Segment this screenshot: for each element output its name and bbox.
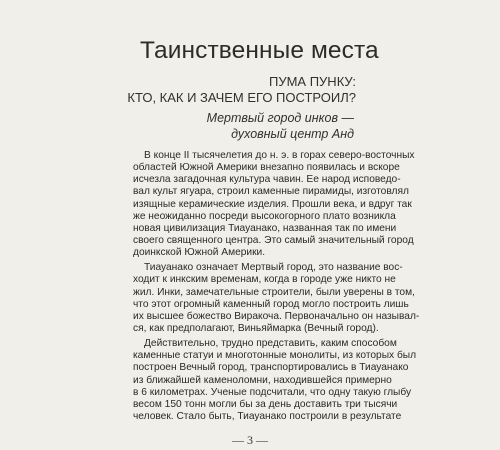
body-line: В конце II тысячелетия до н. э. в горах северо-восточных [144,150,415,161]
section-subtitle-line-1: Мертвый город инков — [206,111,354,125]
body-line: новая цивилизация Тиауанако, названная так по имени [133,222,397,234]
body-line: построен Вечный город, транспортировались в Тиауанако [133,362,409,374]
body-line: своего священного центра. Это самый значительный город [133,235,414,246]
body-line: из ближайшей каменоломни, находившейся примерно [133,374,392,386]
section-heading-line-1: ПУМА ПУНКУ: [268,74,356,89]
body-line: вал культ ягуара, строил каменные пирамиды, изготовлял [133,186,409,198]
body-line: каменные статуи и многотонные монолиты, из которых был [133,350,417,362]
body-line: Тиауанако означает Мертвый город, это название вос- [144,262,403,274]
body-line: что этот огромный каменный город могло построить лишь [133,298,409,310]
section-heading-line-2: КТО, КАК И ЗАЧЕМ ЕГО ПОСТРОИЛ? [127,90,356,105]
body-line: областей Южной Америки внезапно появилась и вскоре [133,162,400,174]
body-line: в 6 километрах. Ученые подсчитали, что одну такую глыбу [133,386,412,398]
body-line: ходит к инкским временам, когда в городе уже никто не [133,274,396,286]
body-line: человек. Стало быть, Тиауанако построили в результате [133,410,402,422]
body-line: исчезла загадочная культура чавин. Ее народ исповедо- [133,174,401,186]
body-line: весом 150 тонн могли бы за день доставить три тысячи [133,398,398,410]
body-line: жил. Инки, замечательные строители, были уверены в том, [133,286,415,298]
section-subtitle-line-2: духовный центр Анд [231,127,354,141]
body-line: ся, как предполагают, Виньяймарка (Вечный город). [133,322,379,334]
body-line: их высшее божество Виракоча. Первоначально он называл- [133,310,420,322]
body-line: же неожиданно посреди высокогорного плато возникла [133,210,396,222]
chapter-title: Таинственные места [140,37,379,64]
body-line: Действительно, трудно представить, каким способом [144,338,397,349]
body-line: изящные керамические изделия. Прошли века, и вдруг так [133,198,412,210]
body-line: доинкской Южной Америки. [133,247,266,259]
page-number: — 3 — [232,433,268,447]
